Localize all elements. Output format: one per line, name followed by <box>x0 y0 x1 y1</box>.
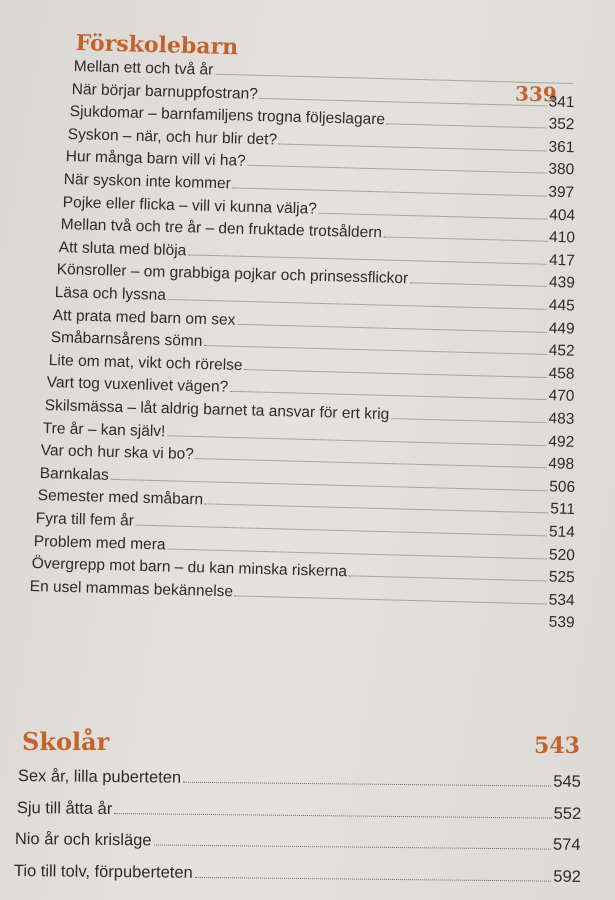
dot-leader <box>135 524 546 537</box>
entry-page-number: 449 <box>548 319 575 338</box>
entry-page-number: 511 <box>549 500 575 519</box>
entry-page-number: 352 <box>548 115 575 134</box>
section-page-number: 543 <box>534 733 580 759</box>
entry-title: Att prata med barn om sex <box>52 306 236 329</box>
dot-leader <box>233 186 547 196</box>
dot-leader <box>244 368 546 378</box>
entry-title: Småbarnsårens sömn <box>50 329 203 351</box>
dot-leader <box>248 164 547 174</box>
entry-title: Lite om mat, vikt och rörelse <box>48 351 243 374</box>
entry-page-number: 506 <box>548 478 575 496</box>
entry-title: Fyra till fem år <box>35 510 134 530</box>
dot-leader <box>188 253 547 264</box>
section-title: Skolår <box>22 727 110 756</box>
entry-title: Mellan två och tre år – den fruktade trotsåldern <box>60 216 382 242</box>
entry-title: Tre år – kan själv! <box>42 419 166 440</box>
dot-leader <box>318 211 546 219</box>
dot-leader <box>205 503 548 514</box>
entry-title: Skilsmässa – låt aldrig barnet ta ansvar för ert krig <box>44 397 390 424</box>
entry-title: En usel mammas bekännelse <box>29 577 234 601</box>
entry-page-number: 514 <box>548 523 575 542</box>
toc-entry <box>18 767 581 792</box>
entry-page-number: 458 <box>548 364 575 383</box>
dot-leader <box>384 236 547 242</box>
entry-title: Övergrepp mot barn – du kan minska riskerna <box>31 555 348 581</box>
entry-title: Könsroller – om grabbiga pojkar och prinsessflickor <box>56 261 409 288</box>
entry-title: Barnkalas <box>39 464 109 484</box>
entry-page-number: 592 <box>553 867 581 886</box>
dot-leader <box>196 457 547 468</box>
dot-leader <box>110 478 547 491</box>
entry-page-number: 520 <box>548 546 575 564</box>
dot-leader <box>154 843 551 849</box>
entry-title: Syskon – när, och hur blir det? <box>67 125 278 149</box>
entry-page-number: 397 <box>548 183 575 202</box>
entry-title: Semester med småbarn <box>37 487 203 509</box>
entry-page-number: 341 <box>548 93 575 111</box>
entry-page-number: 574 <box>553 835 581 854</box>
entry-page-number: 452 <box>548 342 575 360</box>
entry-page-number: 380 <box>548 161 575 179</box>
dot-leader <box>204 344 546 355</box>
dot-leader <box>260 97 547 107</box>
entry-page-number: 492 <box>548 432 575 451</box>
entry-title: Vart tog vuxenlivet vägen? <box>46 374 229 397</box>
dot-leader <box>235 594 547 604</box>
entry-page-number: 525 <box>548 568 575 587</box>
entry-page-number: 404 <box>548 206 575 225</box>
entry-title: Nio år och krisläge <box>15 830 152 850</box>
entry-page-number: 552 <box>553 804 581 823</box>
entry-title: Mellan ett och två år <box>73 58 214 79</box>
entry-title: Att sluta med blöja <box>58 238 187 260</box>
dot-leader <box>237 322 547 332</box>
entry-page-number: 361 <box>548 138 575 157</box>
toc-entry <box>14 862 581 887</box>
entry-title: Problem med mera <box>33 532 166 554</box>
entry-page-number: 539 <box>548 614 575 632</box>
section-page-number: 339 <box>514 81 558 107</box>
entry-page-number: 445 <box>548 296 575 315</box>
entry-title: Läsa och lyssna <box>54 284 166 304</box>
entry-page-number: 470 <box>548 387 575 406</box>
dot-leader <box>195 875 552 881</box>
entry-title: Var och hur ska vi bo? <box>40 442 195 464</box>
entry-page-number: 410 <box>548 228 575 247</box>
entry-page-number: 439 <box>548 274 575 292</box>
dot-leader <box>349 574 547 581</box>
dot-leader <box>183 781 551 787</box>
entry-title: Pojke eller flicka – vill vi kunna välja? <box>62 193 317 218</box>
dot-leader <box>215 73 572 84</box>
toc-entry <box>16 799 580 824</box>
entry-title: Sju till åtta år <box>16 798 113 818</box>
entry-title: När syskon inte kommer <box>63 171 232 193</box>
dot-leader <box>410 282 547 288</box>
toc-entry <box>15 830 581 855</box>
entry-title: Hur många barn vill vi ha? <box>65 148 247 171</box>
dot-leader <box>114 812 551 819</box>
entry-page-number: 483 <box>548 410 575 428</box>
entry-page-number: 498 <box>548 455 575 474</box>
entry-title: När börjar barnuppfostran? <box>71 80 259 103</box>
dot-leader <box>230 390 546 400</box>
dot-leader <box>391 417 546 423</box>
entry-page-number: 534 <box>548 591 575 610</box>
entry-title: Sjukdomar – barnfamiljens trogna följeslagare <box>69 103 386 129</box>
entry-page-number: 417 <box>548 251 575 270</box>
entry-title: Sex år, lilla puberteten <box>17 767 182 787</box>
entry-title: Tio till tolv, förpuberteten <box>13 861 193 882</box>
dot-leader <box>168 434 547 446</box>
dot-leader <box>279 142 546 151</box>
dot-leader <box>168 298 547 310</box>
dot-leader <box>387 122 547 128</box>
entry-page-number: 545 <box>553 772 581 791</box>
dot-leader <box>167 547 547 559</box>
section-title: Förskolebarn <box>75 30 239 61</box>
